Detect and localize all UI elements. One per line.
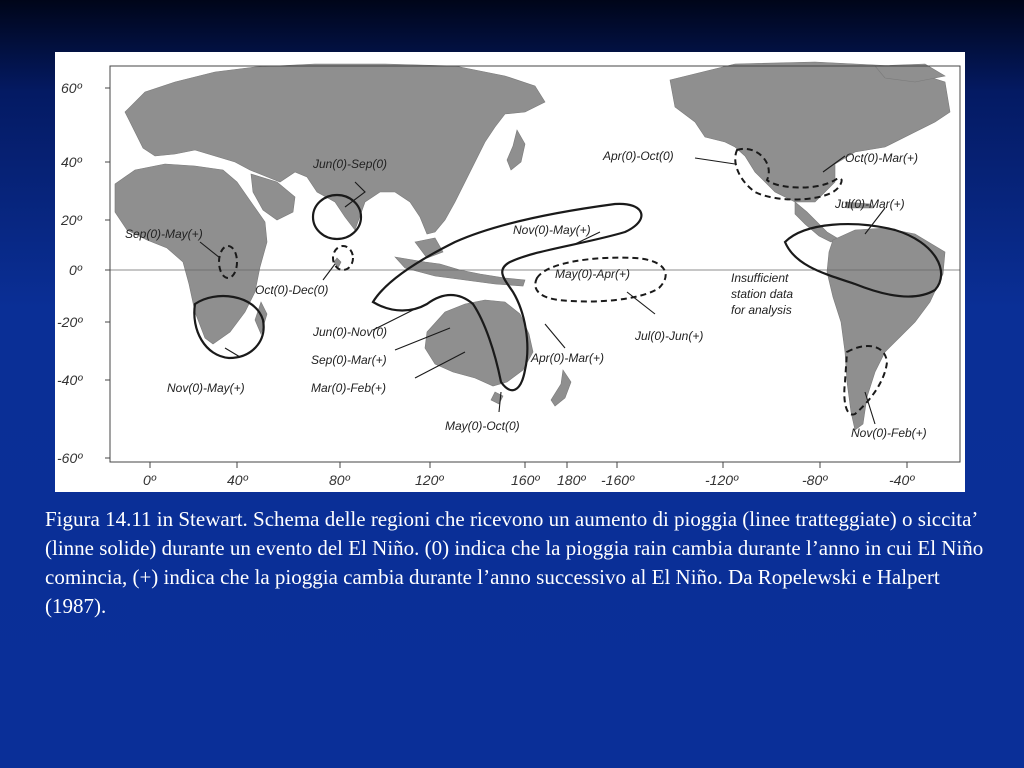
region-label: May(0)-Apr(+) (555, 267, 631, 281)
region-label: Nov(0)-Feb(+) (851, 426, 927, 440)
region-label: May(0)-Oct(0) (445, 419, 520, 433)
insufficient-data-note (731, 271, 793, 317)
arrow (865, 392, 875, 424)
region-label: Sep(0)-Mar(+) (311, 353, 387, 367)
region-label: Mar(0)-Feb(+) (311, 381, 387, 395)
lat-label: 0º (69, 262, 82, 278)
region-label: Jun(0)-Nov(0) (313, 325, 388, 339)
lon-label: -120º (705, 472, 739, 488)
sri-lanka-wet-region (333, 246, 353, 270)
lon-label: 80º (329, 472, 350, 488)
region-label: Nov(0)-May(+) (513, 223, 591, 237)
lon-label: 160º (511, 472, 540, 488)
lat-label: -40º (57, 372, 83, 388)
lat-label: 40º (61, 154, 82, 170)
longitude-labels (143, 472, 915, 488)
lon-label: 120º (415, 472, 444, 488)
el-nino-rainfall-map (55, 52, 965, 492)
note-line: for analysis (731, 303, 792, 317)
new-zealand (551, 370, 571, 406)
central-america (795, 202, 837, 242)
japan (507, 130, 525, 170)
north-america (670, 62, 950, 202)
region-label: Jun(0)-Sep(0) (313, 157, 388, 171)
lat-label: -60º (57, 450, 83, 466)
region-label: Sep(0)-May(+) (125, 227, 203, 241)
lon-label: -40º (889, 472, 915, 488)
latitude-labels (57, 80, 83, 466)
arrow (323, 264, 335, 280)
region-label: Jul(0)-Jun(+) (635, 329, 704, 343)
arrow (695, 158, 735, 164)
region-label: Jul(0)-Mar(+) (835, 197, 905, 211)
region-label: Apr(0)-Mar(+) (531, 351, 605, 365)
lon-label: 0º (143, 472, 156, 488)
lat-label: -20º (57, 314, 83, 330)
region-label: Oct(0)-Mar(+) (845, 151, 918, 165)
africa (115, 164, 267, 344)
figure-caption: Figura 14.11 in Stewart. Schema delle regioni che ricevono un aumento di pioggia (linee tratteggiate) o siccita’ (linne solide) durante un evento del El Niño. (0) indica che la pioggia rain cambia durante l’anno in cui El Niño comincia, (+) indica che la pioggia cambia durante l’anno successivo al El Niño. Da Ropelewski e Halpert (1987). (45, 507, 984, 618)
region-label: Nov(0)-May(+) (167, 381, 245, 395)
arrow (545, 324, 565, 348)
note-line: Insufficient (731, 271, 789, 285)
lon-label: -160º (601, 472, 635, 488)
lon-label: 180º (557, 472, 586, 488)
arrow (225, 348, 240, 357)
region-label: Apr(0)-Oct(0) (603, 149, 674, 163)
map-svg (55, 52, 965, 492)
lat-label: 20º (61, 212, 82, 228)
lat-label: 60º (61, 80, 82, 96)
lon-label: 40º (227, 472, 248, 488)
madagascar (255, 302, 267, 334)
region-label: Oct(0)-Dec(0) (255, 283, 329, 297)
lon-label: -80º (802, 472, 828, 488)
land-masses (115, 62, 950, 430)
note-line: station data (731, 287, 794, 301)
